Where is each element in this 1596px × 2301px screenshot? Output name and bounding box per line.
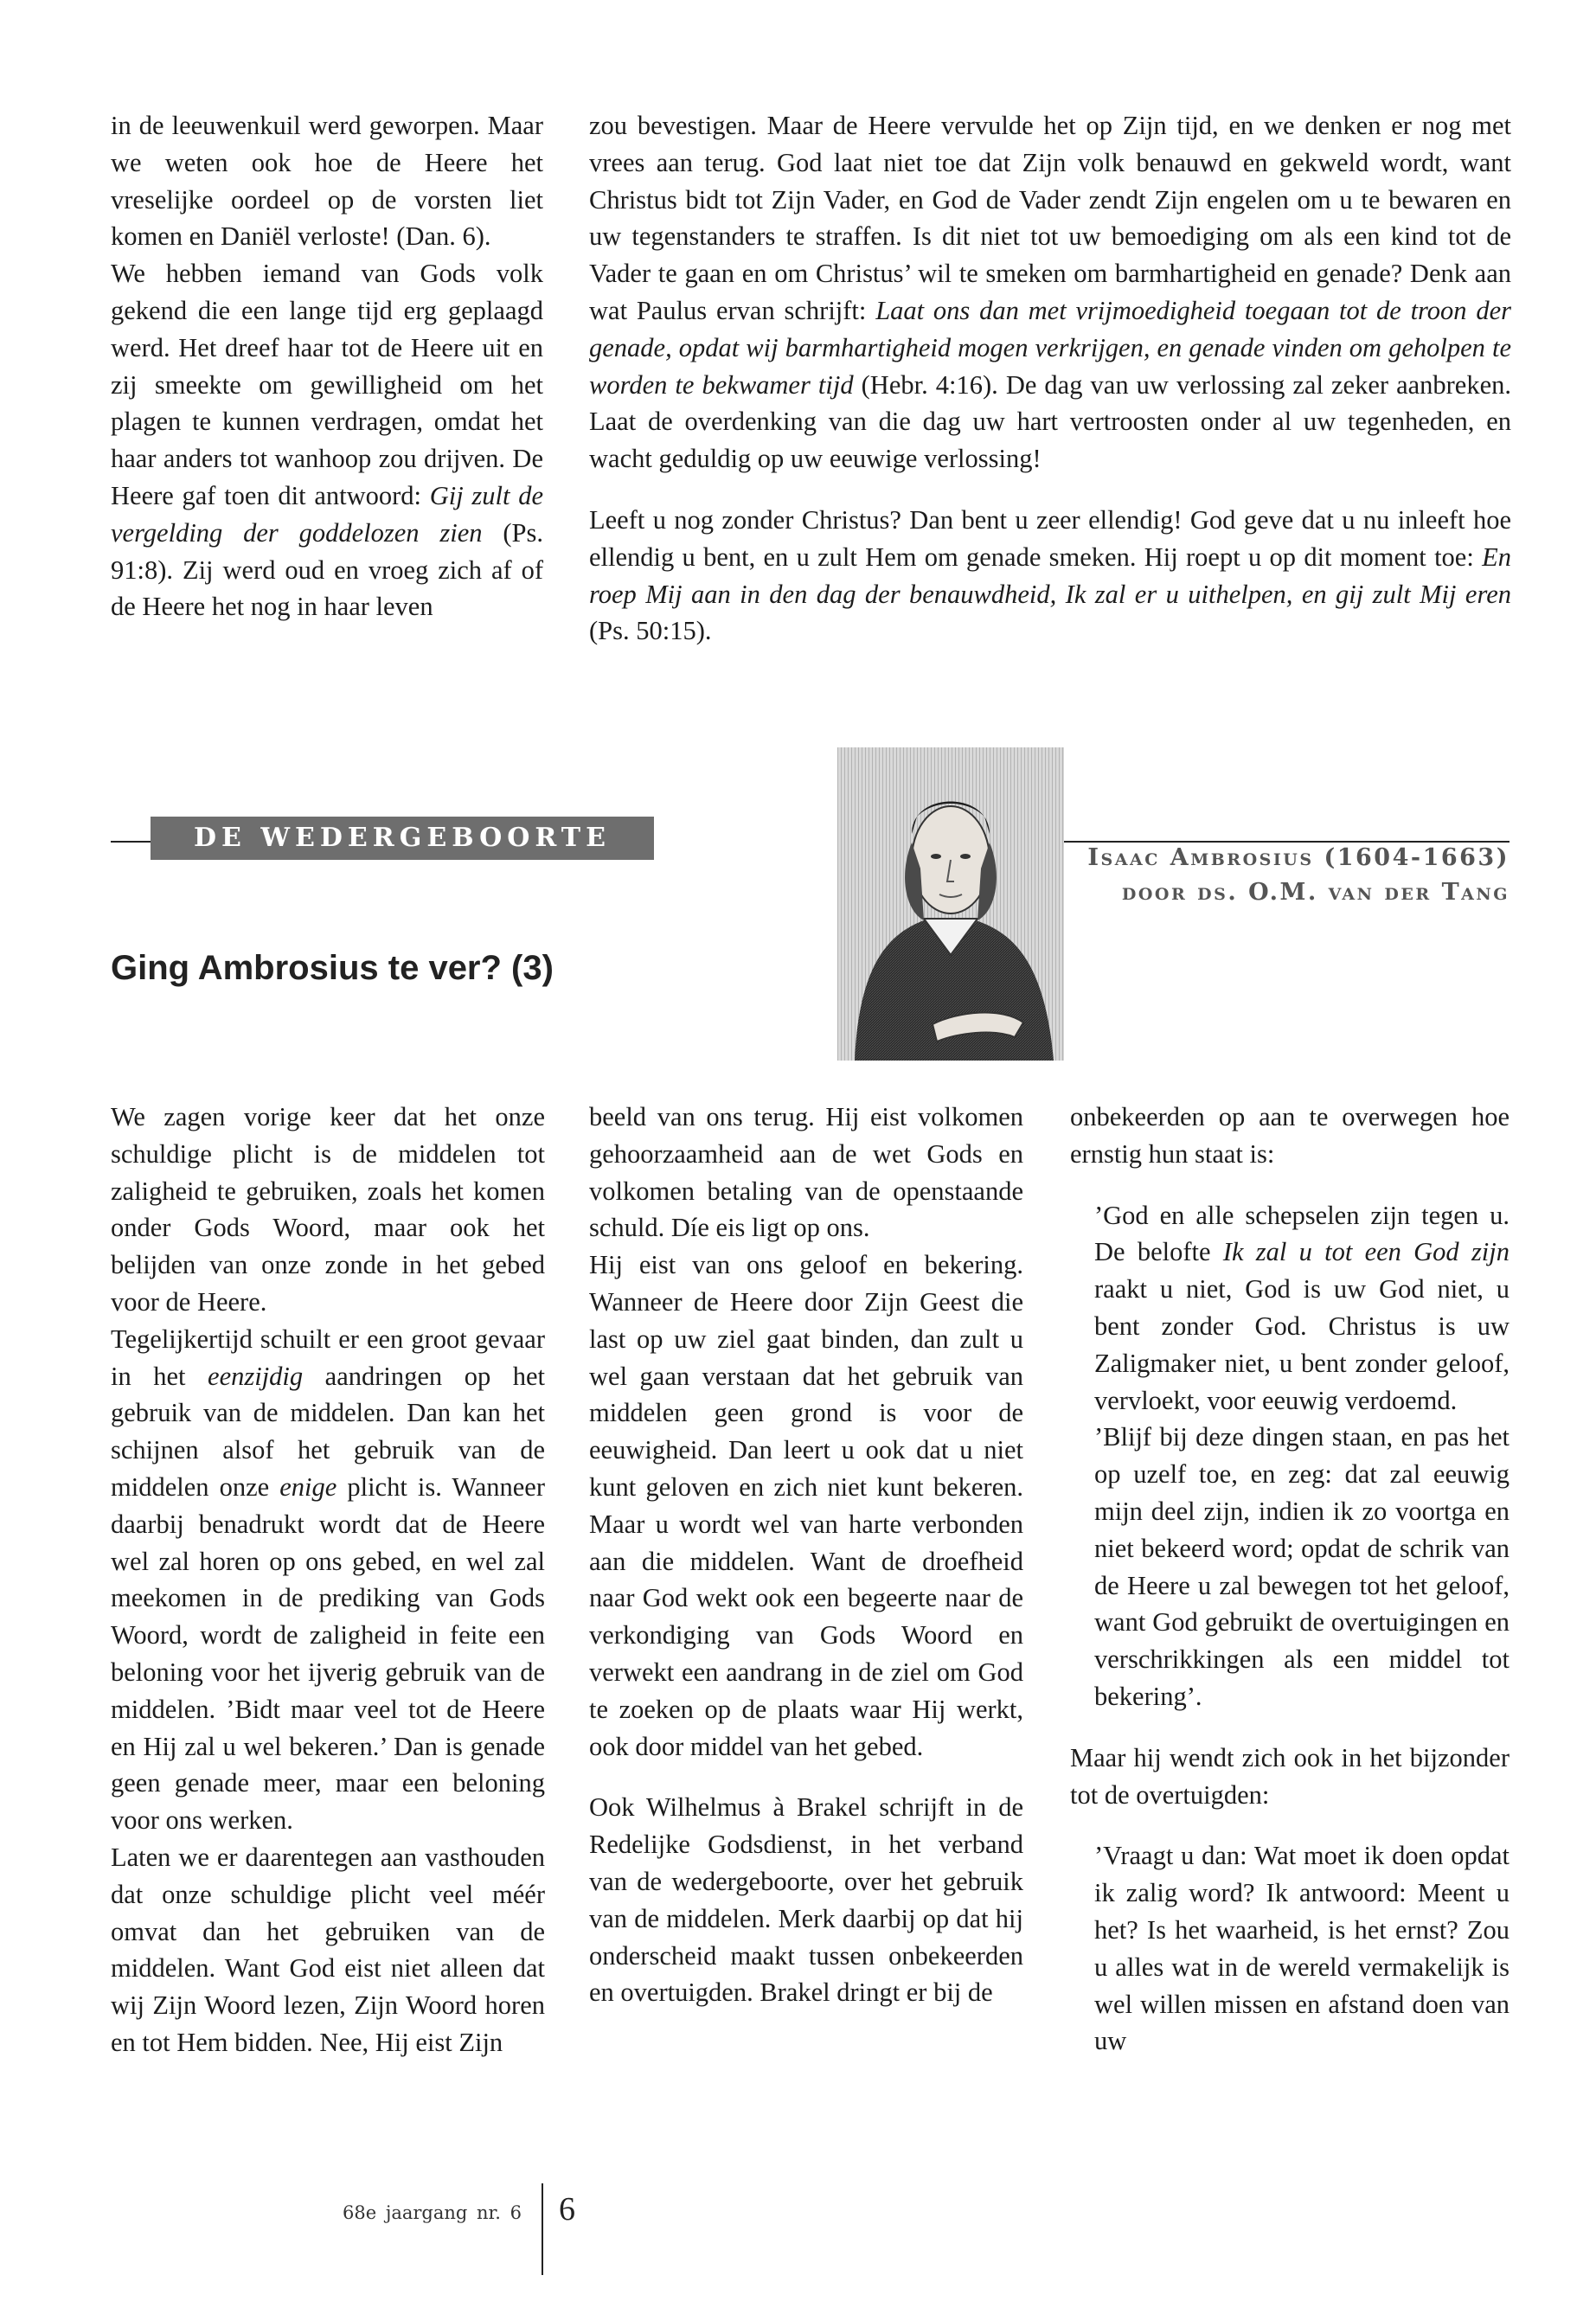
page-footer — [0, 2180, 1596, 2275]
top-left-column — [111, 107, 543, 625]
paragraph — [1070, 1099, 1509, 1173]
section-banner: DE WEDERGEBOORTE — [151, 817, 654, 860]
paragraph — [111, 1321, 545, 1839]
paragraph — [589, 1099, 1023, 1247]
footer-divider — [542, 2183, 543, 2275]
issue-label: 68e jaargang nr. 6 — [343, 2202, 522, 2223]
paragraph — [589, 1789, 1023, 2011]
section-rule-right — [1064, 841, 1509, 843]
top-right-column — [589, 107, 1511, 650]
paragraph — [111, 107, 543, 255]
page-number: 6 — [559, 2191, 575, 2227]
italic-text: Laat ons dan met vrijmoedigheid toegaan tot de troon der genade, opdat wij barmhartigheid mogen verkrijgen, en genade vinden om geholpen te worden te bekwamer tijd — [589, 295, 1511, 400]
text: plicht is. Wanneer daarbij benadrukt wordt dat de Heere wel zal horen op ons gebed, en wel zal meekomen in de prediking van Gods Woord, wordt de zaligheid in feite een beloning voor het ijverig gebruik van de middelen. ’Bidt maar veel tot de Heere en Hij zal u wel bekeren.’ Dan is genade geen genade meer, maar een beloning voor ons werken. — [111, 1471, 545, 1836]
italic-text: Gij zult de vergelding der goddelozen zien — [111, 480, 543, 548]
paragraph — [589, 502, 1511, 650]
article-title: Ging Ambrosius te ver? (3) — [111, 949, 554, 987]
text: ’God en alle schepselen zijn tegen u. De belofte — [1094, 1200, 1509, 1267]
text: (Ps. 91:8). Zij werd oud en vroeg zich af of de Heere het nog in haar leven — [111, 517, 543, 622]
text: aandringen op het gebruik van de middelen. Dan kan het schijnen alsof het gebruik van de middelen onze — [111, 1361, 545, 1502]
paragraph — [111, 1099, 545, 1321]
italic-text: eenzijdig — [208, 1361, 304, 1391]
text: ’Vraagt u dan: Wat moet ik doen opdat ik zalig word? Ik antwoord: Meent u het? Is het waarheid, is het ernst? Zou u alles wat in de wereld vermakelijk is wel willen missen en afstand doen van uw — [1094, 1841, 1509, 2056]
italic-text: enige — [279, 1471, 337, 1502]
paragraph — [1070, 1197, 1509, 1420]
text: Tegelijkertijd schuilt er een groot gevaar in het — [111, 1324, 545, 1391]
article-column-2 — [589, 1099, 1023, 2011]
text: We zagen vorige keer dat het onze schuldige plicht is de middelen tot zaligheid te gebruiken, zoals het komen onder Gods Woord, maar ook het belijden van onze zonde in het gebed voor de Heere. — [111, 1102, 545, 1317]
portrait-engraving — [837, 747, 1064, 1061]
text: Laten we er daarentegen aan vasthouden dat onze schuldige plicht veel méér omvat dan het gebruiken van de middelen. Want God eist niet alleen dat wij Zijn Woord lezen, Zijn Woord horen en tot Hem bidden. Nee, Hij eist Zijn — [111, 1842, 545, 2057]
text: (Ps. 50:15). — [589, 616, 712, 646]
text: zou bevestigen. Maar de Heere vervulde het op Zijn tijd, en we denken er nog met vrees aan terug. God laat niet toe dat Zijn volk benauwd en gekweld wordt, want Christus bidt tot Zijn Vader, en God de Vader zendt Zijn engelen om u te bewaren en uw tegenstanders te straffen. Is dit niet tot uw bemoediging om als een kind tot de Vader te gaan en om Christus’ wil te smeken om barmhartigheid en genade? Denk aan wat Paulus ervan schrijft: — [589, 111, 1511, 325]
author-line-subject: Isaac Ambrosius (1604-1663) — [1087, 844, 1509, 871]
text: Ook Wilhelmus à Brakel schrijft in de Redelijke Godsdienst, in het verband van de wedergeboorte, over het gebruik van de middelen. Merk daarbij op dat hij onderscheid maakt tussen onbekeerden en overtuigden. Brakel dringt er bij de — [589, 1792, 1023, 2008]
paragraph — [589, 1247, 1023, 1765]
paragraph — [111, 255, 543, 625]
paragraph — [1070, 1419, 1509, 1715]
text: We hebben iemand van Gods volk gekend die een lange tijd erg geplaagd werd. Het dreef haar tot de Heere uit en zij smeekte om gewilligheid om het plagen te kunnen verdragen, omdat het haar anders tot wanhoop zou drijven. De Heere gaf toen dit antwoord: — [111, 259, 543, 510]
author-line-byline: door ds. O.M. van der Tang — [1121, 879, 1509, 906]
italic-text: En roep Mij aan in den dag der benauwdheid, Ik zal er u uithelpen, en gij zult Mij eren — [589, 542, 1511, 609]
text: ’Blijf bij deze dingen staan, en pas het op uzelf toe, en zeg: dat zal eeuwig mijn deel zijn, indien ik zo voortga en niet bekeerd word; opdat de schrik van de Heere u zal bewegen tot het geloof, want God gebruikt de overtuigingen en verschrikkingen als een middel tot bekering’. — [1094, 1422, 1509, 1711]
text: onbekeerden op aan te overwegen hoe ernstig hun staat is: — [1070, 1102, 1509, 1169]
article-column-1 — [111, 1099, 545, 2061]
text: Maar hij wendt zich ook in het bijzonder tot de overtuigden: — [1070, 1742, 1509, 1810]
text: in de leeuwenkuil werd geworpen. Maar we weten ook hoe de Heere het vreselijke oordeel op de vorsten liet komen en Daniël verloste! (Dan. 6). — [111, 111, 543, 252]
paragraph — [1070, 1837, 1509, 2060]
italic-text: Ik zal u tot een God zijn — [1222, 1237, 1510, 1267]
text: raakt u niet, God is uw God niet, u bent zonder God. Christus is uw Zaligmaker niet, u bent zonder geloof, vervloekt, voor eeuwig verdoemd. — [1094, 1274, 1509, 1415]
text: (Hebr. 4:16). De dag van uw verlossing zal zeker aanbreken. Laat de overdenking van die dag uw hart vertroosten onder al uw tegenheden, en wacht geduldig op uw eeuwige verlossing! — [589, 369, 1511, 474]
text: beeld van ons terug. Hij eist volkomen gehoorzaamheid aan de wet Gods en volkomen betaling van de openstaande schuld. Díe eis ligt op ons. — [589, 1102, 1023, 1243]
paragraph — [589, 107, 1511, 478]
article-column-3 — [1070, 1099, 1509, 2060]
paragraph — [111, 1839, 545, 2061]
paragraph — [1070, 1740, 1509, 1814]
text: Hij eist van ons geloof en bekering. Wanneer de Heere door Zijn Geest die last op uw ziel gaat binden, dan zult u wel gaan verstaan dat het gebruik van middelen geen grond is voor de eeuwigheid. Dan leert u ook dat u niet kunt geloven en zich niet kunt bekeren. Maar u wordt wel van harte verbonden aan die middelen. Want de droefheid naar God wekt ook een begeerte naar de verkondiging van Gods Woord en verwekt een aandrang in de ziel om God te zoeken op de plaats waar Hij werkt, ook door middel van het gebed. — [589, 1250, 1023, 1761]
text: Leeft u nog zonder Christus? Dan bent u zeer ellendig! God geve dat u nu inleeft hoe ellendig u bent, en u zult Hem om genade smeken. Hij roept u op dit moment toe: — [589, 504, 1511, 572]
